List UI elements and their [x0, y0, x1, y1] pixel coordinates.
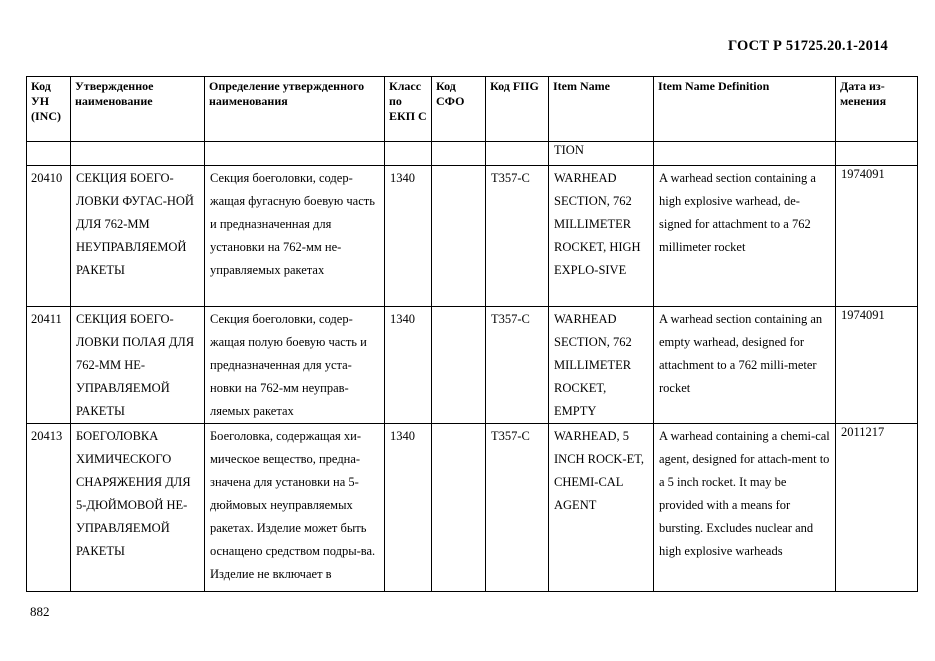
approved-definition: Секция боеголовки, содер-жащая фугасную боевую часть и предназначенная для установки на 762-мм не-управляемых ракетах — [210, 171, 375, 277]
approved-name: СЕКЦИЯ БОЕГО-ЛОВКИ ФУГАС-НОЙ ДЛЯ 762-ММ НЕУПРАВЛЯЕМОЙ РАКЕТЫ — [76, 171, 194, 277]
approved-definition: Секция боеголовки, содер-жащая полую боевую часть и предназначенная для уста-новки на 762-мм неуправ-ляемых ракетах — [210, 312, 367, 418]
inc-code: 20411 — [31, 312, 62, 326]
approved-name: БОЕГОЛОВКА ХИМИЧЕСКОГО СНАРЯЖЕНИЯ ДЛЯ 5-ДЮЙМОВОЙ НЕ-УПРАВЛЯЕМОЙ РАКЕТЫ — [76, 429, 191, 558]
fiig-code: T357-C — [491, 312, 530, 326]
page-number: 882 — [30, 604, 50, 619]
col-header-class: Класс по ЕКП С — [385, 77, 432, 142]
item-name: WARHEAD SECTION, 762 MILLIMETER ROCKET, HIGH EXPLO-SIVE — [554, 171, 641, 277]
item-name-definition: A warhead containing a chemi-cal agent, designed for attach-ment to a 5 inch rocket. It may be provided with a means for bursting. Excludes nuclear and high explosive warheads — [659, 429, 830, 558]
item-name-definition: A warhead section containing a high explosive warhead, de-signed for attachment to a 762 millimeter rocket — [659, 171, 816, 254]
item-name: WARHEAD, 5 INCH ROCK-ET, CHEMI-CAL AGENT — [554, 429, 645, 512]
table-row — [27, 166, 918, 307]
catalog-table — [26, 76, 918, 592]
sfo-code — [432, 166, 485, 167]
continuation-row — [27, 142, 918, 166]
col-header-approved-name: Утвержденное наименование — [71, 77, 205, 142]
class-code: 1340 — [390, 171, 415, 185]
table-row — [27, 307, 918, 424]
col-header-sfo: Код СФО — [432, 77, 486, 142]
fiig-code: T357-C — [491, 429, 530, 443]
class-code: 1340 — [390, 312, 415, 326]
sfo-code — [432, 307, 485, 308]
item-name: WARHEAD SECTION, 762 MILLIMETER ROCKET, EMPTY — [554, 312, 632, 418]
col-header-item-name: Item Name — [549, 77, 654, 142]
document-title: ГОСТ Р 51725.20.1-2014 — [727, 38, 888, 54]
approved-definition: Боеголовка, содержащая хи-мическое вещество, предна-значена для установки на 5-дюймовых неуправляемых ракетах. Изделие может быть оснащено средством подры-ва. Изделие не включает в — [210, 429, 376, 581]
col-header-inc: Код УН (INC) — [27, 77, 71, 142]
approved-name: СЕКЦИЯ БОЕГО-ЛОВКИ ПОЛАЯ ДЛЯ 762-ММ НЕ-УПРАВЛЯЕМОЙ РАКЕТЫ — [76, 312, 195, 418]
col-header-definition: Определение утвержденного наименования — [205, 77, 385, 142]
change-date: 1974091 — [841, 308, 885, 322]
item-name-definition: A warhead section containing an empty warhead, designed for attachment to a 762 milli-meter rocket — [659, 312, 823, 395]
change-date: 1974091 — [841, 167, 885, 181]
col-header-fiig: Код FIIG — [486, 77, 549, 142]
continuation-item-name: TION — [554, 143, 584, 157]
header-row — [27, 77, 918, 142]
change-date: 2011217 — [841, 425, 885, 439]
col-header-item-definition: Item Name Definition — [654, 77, 836, 142]
sfo-code — [432, 424, 485, 425]
inc-code: 20410 — [31, 171, 63, 185]
inc-code: 20413 — [31, 429, 63, 443]
class-code: 1340 — [390, 429, 415, 443]
fiig-code: T357-C — [491, 171, 530, 185]
col-header-change-date: Дата из-менения — [836, 77, 918, 142]
table-row — [27, 424, 918, 592]
